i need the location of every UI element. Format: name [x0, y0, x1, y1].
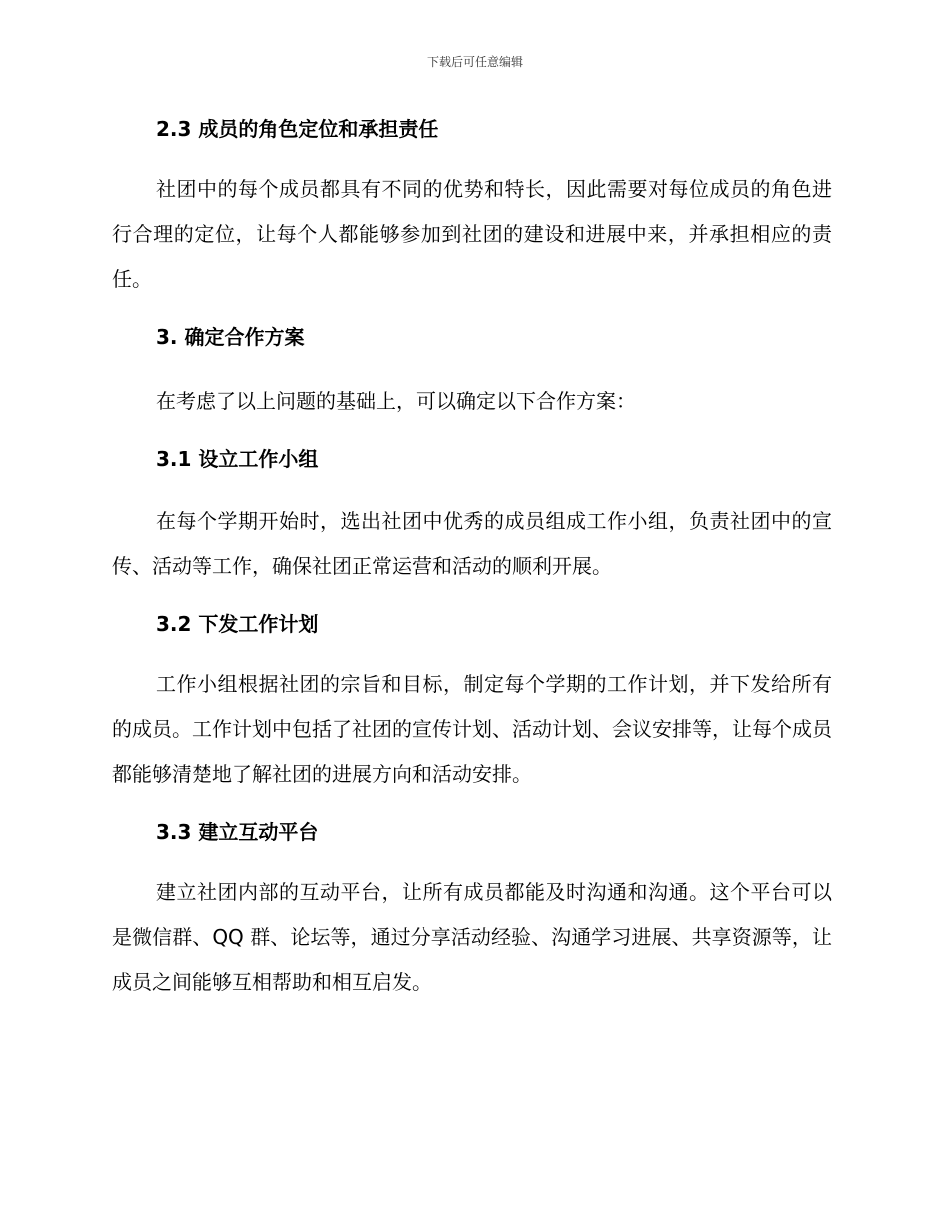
section-heading-3-3: 3.3 建立互动平台 [156, 820, 319, 844]
document-body [112, 110, 832, 1005]
section-heading-2-3: 2.3 成员的角色定位和承担责任 [156, 117, 439, 141]
section-heading-3: 3. 确定合作方案 [156, 325, 305, 349]
section-heading-3-2: 3.2 下发工作计划 [156, 612, 319, 636]
section-heading-3-1: 3.1 设立工作小组 [156, 447, 319, 471]
section-paragraph-3-1: 在每个学期开始时，选出社团中优秀的成员组成工作小组，负责社团中的宣传、活动等工作，确保社团正常运营和活动的顺利开展。 [112, 509, 832, 578]
section-paragraph-3-3: 建立社团内部的互动平台，让所有成员都能及时沟通和沟通。这个平台可以是微信群、QQ 群、论坛等，通过分享活动经验、沟通学习进展、共享资源等，让成员之间能够互相帮助和相互启发。 [112, 880, 832, 994]
section-paragraph-2-3: 社团中的每个成员都具有不同的优势和特长，因此需要对每位成员的角色进行合理的定位，让每个人都能够参加到社团的建设和进展中来，并承担相应的责任。 [112, 177, 832, 291]
section-paragraph-3: 在考虑了以上问题的基础上，可以确定以下合作方案： [156, 389, 636, 413]
section-paragraph-3-2: 工作小组根据社团的宗旨和目标，制定每个学期的工作计划，并下发给所有的成员。工作计划中包括了社团的宣传计划、活动计划、会议安排等，让每个成员都能够清楚地了解社团的进展方向和活动安排。 [112, 672, 832, 786]
page-header: 下载后可任意编辑 [426, 55, 523, 69]
